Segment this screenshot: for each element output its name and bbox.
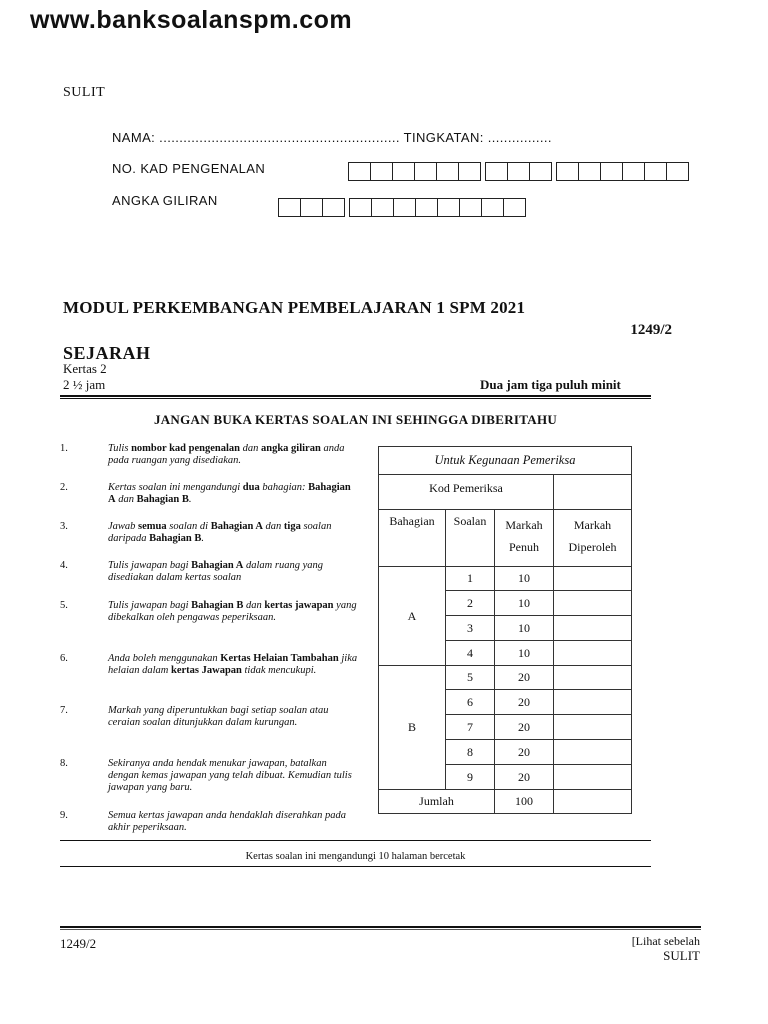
page-count-note: Kertas soalan ini mengandungi 10 halaman bercetak [245, 851, 466, 862]
instruction-number: 9. [60, 810, 68, 821]
warning-text: JANGAN BUKA KERTAS SOALAN INI SEHINGGA DIBERITAHU [153, 412, 558, 427]
question-number: 1 [446, 567, 495, 591]
header-markah-penuh: Markah Penuh [495, 510, 554, 567]
instruction-number: 1. [60, 443, 68, 454]
footer-sulit: SULIT [663, 948, 700, 963]
mark-obtained-cell [554, 616, 632, 641]
instruction-text: Tulis nombor kad pengenalan dan angka giliran anda pada ruangan yang disediakan. [108, 443, 345, 466]
total-obtained-cell [554, 790, 632, 814]
website-watermark: www.banksoalanspm.com [30, 6, 353, 34]
duration-short: 2 ½ jam [63, 377, 106, 392]
instruction-text: Markah yang diperuntukkan bagi setiap soalan atau ceraian soalan ditunjukkan dalam kurungan. [108, 705, 329, 728]
ic-number-boxes [349, 162, 689, 181]
instruction-number: 5. [60, 600, 68, 611]
instruction-number: 7. [60, 705, 68, 716]
question-max-mark: 10 [495, 616, 554, 641]
question-max-mark: 20 [495, 666, 554, 690]
divider-line [60, 840, 651, 841]
total-label: Jumlah [379, 790, 495, 814]
footer-paper-code: 1249/2 [60, 936, 97, 951]
kod-pemeriksa-value [554, 475, 632, 510]
question-number: 8 [446, 740, 495, 765]
name-field-label: NAMA: ............................................................ TINGKATAN: ................ [112, 130, 552, 145]
sulit-label-top: SULIT [63, 85, 106, 100]
question-number: 2 [446, 591, 495, 616]
mark-obtained-cell [554, 715, 632, 740]
total-max-mark: 100 [495, 790, 554, 814]
question-number: 6 [446, 690, 495, 715]
footer-next-page: [Lihat sebelah [631, 934, 700, 948]
question-max-mark: 10 [495, 567, 554, 591]
question-number: 3 [446, 616, 495, 641]
mark-obtained-cell [554, 666, 632, 690]
exam-title: MODUL PERKEMBANGAN PEMBELAJARAN 1 SPM 2021 [63, 298, 526, 317]
examiner-table [378, 446, 632, 814]
question-number: 5 [446, 666, 495, 690]
mark-obtained-cell [554, 567, 632, 591]
subject-title: SEJARAH [63, 343, 151, 363]
instruction-number: 8. [60, 758, 68, 769]
kod-pemeriksa-label: Kod Pemeriksa [379, 475, 554, 510]
instruction-text: Kertas soalan ini mengandungi dua bahagian: Bahagian A dan Bahagian B. [108, 482, 351, 505]
instruction-text: Anda boleh menggunakan Kertas Helaian Tambahan jika helaian dalam kertas Jawapan tidak mencukupi. [108, 653, 358, 676]
mark-obtained-cell [554, 591, 632, 616]
instruction-number: 2. [60, 482, 68, 493]
header-soalan: Soalan [446, 510, 495, 567]
mark-obtained-cell [554, 690, 632, 715]
candidate-number-boxes [279, 198, 526, 217]
question-number: 4 [446, 641, 495, 666]
question-max-mark: 20 [495, 765, 554, 790]
question-max-mark: 10 [495, 641, 554, 666]
header-bahagian: Bahagian [379, 510, 446, 567]
instruction-text: Tulis jawapan bagi Bahagian A dalam ruang yang disediakan dalam kertas soalan [108, 560, 324, 583]
paper-number: Kertas 2 [63, 361, 107, 376]
mark-obtained-cell [554, 740, 632, 765]
divider-line [60, 866, 651, 867]
question-max-mark: 20 [495, 715, 554, 740]
paper-code: 1249/2 [630, 322, 672, 338]
instruction-number: 3. [60, 521, 68, 532]
divider-line [60, 395, 651, 399]
question-number: 7 [446, 715, 495, 740]
header-markah-diperoleh: Markah Diperoleh [554, 510, 632, 567]
instruction-number: 6. [60, 653, 68, 664]
instruction-text: Jawab semua soalan di Bahagian A dan tiga soalan daripada Bahagian B. [108, 521, 332, 544]
section-a-label: A [379, 567, 446, 666]
mark-obtained-cell [554, 641, 632, 666]
duration-long: Dua jam tiga puluh minit [480, 377, 621, 392]
instruction-text: Tulis jawapan bagi Bahagian B dan kertas jawapan yang dibekalkan oleh pengawas peperiksaan. [108, 600, 357, 623]
mark-obtained-cell [554, 765, 632, 790]
section-b-label: B [379, 666, 446, 790]
candidate-field-label: ANGKA GILIRAN [112, 193, 218, 208]
question-max-mark: 20 [495, 690, 554, 715]
footer-divider [60, 926, 701, 930]
question-max-mark: 10 [495, 591, 554, 616]
question-number: 9 [446, 765, 495, 790]
ic-field-label: NO. KAD PENGENALAN [112, 161, 266, 176]
examiner-table-title: Untuk Kegunaan Pemeriksa [379, 447, 632, 475]
instruction-number: 4. [60, 560, 68, 571]
instruction-text: Sekiranya anda hendak menukar jawapan, batalkan dengan kemas jawapan yang telah dibuat. Kemudian tulis jawapan yang baru. [108, 758, 352, 793]
question-max-mark: 20 [495, 740, 554, 765]
instruction-text: Semua kertas jawapan anda hendaklah diserahkan pada akhir peperiksaan. [108, 810, 346, 833]
